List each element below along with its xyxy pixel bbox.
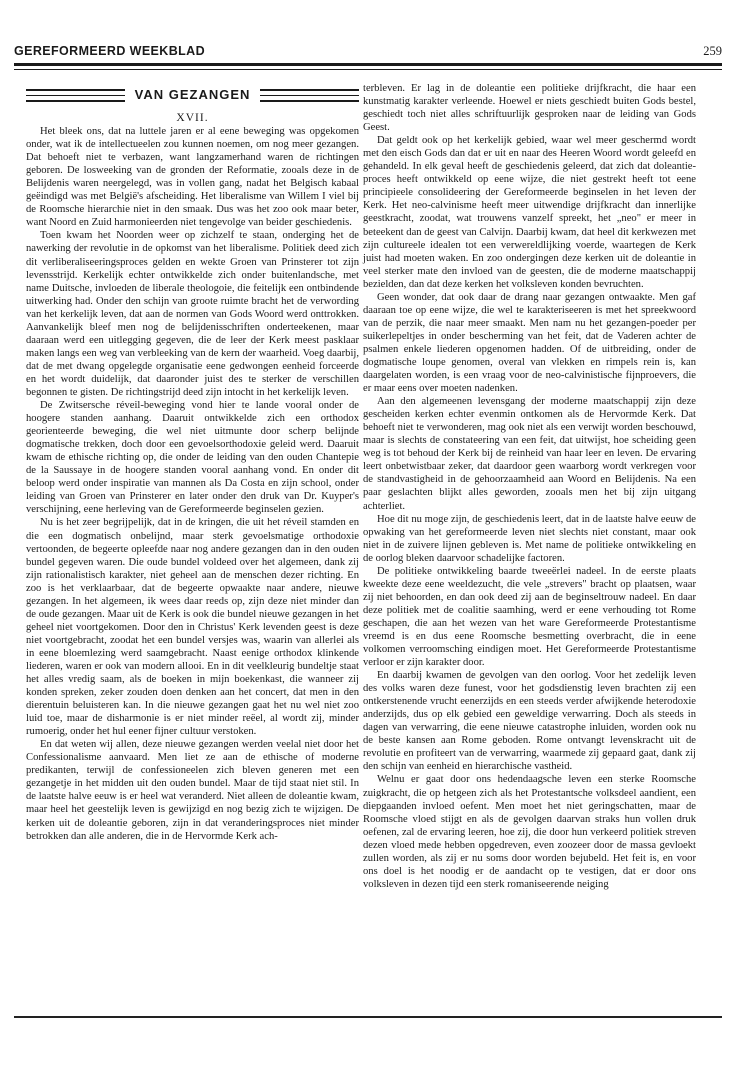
- paragraph: De politieke ontwikkeling baarde tweeërlei nadeel. In de eerste plaats kweekte deze eene weeldezucht, die vele „strevers" bracht op plaatsen, waar zij niet behoorden, en dan ook deed zij aan de beginseltrouw nadeel. En daar deze politiek met de coalitie saamhing, werd er eene verhouding tot Rome geschapen, die aan het wezen van het ware Gereformeerde Protestantisme vreemd is en dus eene Roomsche besmetting overbracht, die in eene volkomen verroomsching eindigen moet. Het Gereformeerde Protestantisme verloor er zijn karakter door.: [363, 565, 696, 669]
- paragraph: Het bleek ons, dat na luttele jaren er al eene beweging was opgekomen onder, wat ik de intellectueelen zou kunnen noemen, om nog meer gezangen. Dat behoeft niet te verbazen, want langzamerhand waren de richtingen geboren. De losweeking van de gronden der Reformatie, zooals deze in de Belijdenis waren neergelegd, was in vollen gang, nadat het Belgisch kabaal geëindigd was met België's afscheiding. Het liberalisme van Willem I viel bij de Roomsche hierarchie niet in den smaak. Dus was het zoo ook maar beter, want Noord en Zuid harmonieerden niet tengevolge van beider geschiedenis.: [26, 126, 359, 229]
- paragraph: En daarbij kwamen de gevolgen van den oorlog. Voor het zedelijk leven des volks waren deze funest, voor het godsdienstig leven brachten zij een ontkerstenende vrucht eenerzijds en een steeds verder afwijkende heterodoxie anderzijds, dus op elk gebied een geweldige verwarring. Doch als steeds in dagen van verwarring, die eene nieuwe catastrophe inluiden, worden ook nu de beste kansen aan Rome geboden. Rome ontvangt levenskracht uit de revolutie en profiteert van de verwarring, waarmede zij gepaard gaat, dank zij den schijn van eenheid en hierarchische vastheid.: [363, 670, 696, 773]
- heading-ornament-right: [260, 89, 359, 102]
- paragraph: Toen kwam het Noorden weer op zichzelf te staan, onderging het de nawerking der revolutie in de opkomst van het liberalisme. Politiek deed zich dit verliberaliseeringsproces gelden en wekte Groen van Prinsterer tot zijn levensstrijd. Kerkelijk echter ontwikkelde zich onder buitenlandsche, met name Duitsche, invloeden de liberale theologoie, die feitelijk een ontbindende uitwerking had. Onder den schijn van groote ruimte bracht het de verwording van het kerkelijk leven, dat aan de normen van Gods Woord werd onttrokken. Aanvankelijk bleef men nog de belijdenisschriften onderteekenen, maar daaraan werd een uitlegging gegeven, die de leer der Kerk meest pasklaar maken langs een weg van verbleeking van de kern der waarheid. Voeg daarbij, dat de met dwang opgelegde organisatie eene gedwongen eenheid forceerde en het wordt duidelijk, dat daaronder juist des te sterker de verschillen begonnen te gisten. De richtingstrijd deed zijn intocht in het kerkelijk leven.: [26, 230, 359, 398]
- header-rule-thin: [14, 69, 722, 70]
- publication-title: GEREFORMEERD WEEKBLAD: [14, 44, 206, 58]
- paragraph: Geen wonder, dat ook daar de drang naar gezangen ontwaakte. Men gaf daaraan toe op eene wijze, die wel te karakteriseeren is met het spreekwoord van de perzik, die naar meer smaakt. Men nam nu het gezangen-poeder per suikerlepeltjes in onder bescherming van het feit, dat de Vaderen achter de psalmen enkele liederen opgenomen hadden. Of de uitbreiding, onder de dogmatische loupe genomen, overal van vlekken en rimpels rein is, kan daargelaten worden, is een vraag voor de neo-calvinistische fijnproevers, die er maar eens over moeten nadenken.: [363, 291, 696, 395]
- paragraph: Hoe dit nu moge zijn, de geschiedenis leert, dat in de laatste halve eeuw de opwaking van het gereformeerde leven niet slechts niet constant, maar ook niet in de zuivere lijnen gebleven is. Met name de politieke ontwikkeling en de oorlog bleken daarvoor schadelijke factoren.: [363, 513, 696, 564]
- paragraph: Dat geldt ook op het kerkelijk gebied, waar wel meer geschermd wordt met den eisch Gods dan dat er uit en naar des Heeren Woord wordt geleefd en gehandeld. In elk geval heeft de geschiedenis geleerd, dat zich dat doleantie-proces heeft ontwikkeld op eene wijze, die niet gestrekt heeft tot eene principieele consolideering der Gereformeerde beginselen in het leven der Kerk. Het neo-calvinisme heeft meer uitwendige drijfkracht dan innerlijke geestkracht, zoodat, wat trouwens vanzelf spreekt, het „neo" er meer in beteekent dan de geest van Calvijn. Daarbij kwam, dat heel dit kerkwezen met zijn cultureele idealen tot een verwereldlijking voerde, waartegen de Kerk juist had moeten waken. En zoo ondergingen deze kerken uit de doleantie in veel sterker mate den invloed van de geesten, die de moderne maatschappij bezielden, dan dat deze kerken het volksleven konden bevruchten.: [363, 135, 696, 290]
- header-rule-thick: [14, 63, 722, 66]
- heading-ornament-left: [26, 89, 125, 102]
- left-column: [26, 82, 359, 843]
- article-heading: [26, 84, 359, 106]
- footer-rule: [14, 1016, 722, 1018]
- paragraph: Aan den algemeenen levensgang der moderne maatschappij zijn deze gescheiden kerken echter evenmin ontkomen als de Hervormde Kerk. Dat behoeft niet te verwonderen, mag ook niet als een verwijt worden beschouwd, maar is slechts de constateering van een feit, dat uitwijst, hoe scheiding geen weg is tot behoud der Kerk bij de reinheid van haar leer en leven. De ervaring leert onbetwistbaar zeker, dat daardoor geen waarborg wordt verkregen voor de standvastigheid in de gehoorzaamheid aan Woord en Belijdenis. Na een paar geslachten blijkt alles geworden, zooals men het bij zijn uitgang achterliet.: [363, 396, 696, 512]
- paragraph: En dat weten wij allen, deze nieuwe gezangen werden veelal niet door het Confessionalisme aanvaard. Men liet ze aan de ethische of moderne predikanten, terwijl de confessioneelen zich bleven generen met een gezangetje in het midden uit den ouden bundel. Maar de tijd staat niet stil. In de laatste halve eeuw is er heel wat veranderd. Niet alleen de doleantie kwam, maar heel het geestelijk leven is gewijzigd en nog bezig zich te wijzigen. De kerken uit de doleantie geboren, zijn in dat veranderingsproces niet minder betrokken dan alle anderen, die in de Hervormde Kerk ach-: [26, 739, 359, 842]
- section-number: XVII.: [176, 112, 209, 124]
- paragraph-continuation: terbleven. Er lag in de doleantie een politieke drijfkracht, die haar een kunstmatig karakter verleende. Hoewel er niets geschiedt buiten Gods bestel, geschiedt toch niet alles schriftuurlijk gesproken naar de leiding van Gods Geest.: [363, 83, 696, 134]
- paragraph: De Zwitsersche réveil-beweging vond hier te lande vooral onder de hoogere standen aanhang. Daaruit ontwikkelde zich een orthodox georienteerde beweging, die wel niet uitmunte door scherp belijnde dogmatische trekken, doch door een gevoelsorthodoxie geleid werd. Daaruit kwam de ethische richting op, die onder de leiding van den ouden Chantepie de la Saussaye in de hoogere standen vooral aanhang vond. En onder dit beloop werd onder inspiratie van mannen als Da Costa en zijn school, onder leiding van Groen van Prinsterer en later onder den druk van Dr. Kuyper's verschijning, eene herleving van de Gereformeerde beginselen gezien.: [26, 400, 359, 516]
- paragraph: Welnu er gaat door ons hedendaagsche leven een sterke Roomsche zuigkracht, die op hetgeen zich als het Protestantsche volksdeel aandient, een diepgaanden invloed oefent. Men moet het niet geringschatten, maar de Roomsche vloed stijgt en als de gevolgen daarvan straks hun vollen druk oefenen, zal de ervaring leeren, hoe zij, die door hun verkeerd politiek streven dezen vloed mede hebben opgedreven, even zoozeer door de massa gevloekt zullen worden, als zij er nu soms door worden bejubeld. Het feit is, en voor ons doel is het noodig er de aandacht op te vestigen, dat er door ons volksleven in dezen tijd een sterk romaniseerende neiging: [363, 774, 696, 890]
- right-column: [363, 82, 696, 891]
- running-header: [14, 44, 722, 60]
- paragraph: Nu is het zeer begrijpelijk, dat in de kringen, die uit het réveil stamden en die een dogmatisch onbelijnd, maar sterk gevoelsmatige orthodoxie vertoonden, de begeerte opleefde naar nog andere gezangen dan in den ouden bundel gegeven waren. Die oude bundel voldeed over het algemeen, dank zij zijn rationalistisch karakter, niet geheel aan de menschen dezer richting. En zoo is het verklaarbaar, dat de begeerte opwaakte naar andere, nieuwe gezangen. In het algemeen, ik wees daar reeds op, zijn deze niet minder dan de oude gezangen. Maar uit de Kerk is ook die bundel nieuwe gezangen in het geheel niet voortgekomen. Door den in Christus' Kerk levenden geest is deze niet voortgebracht, zoodat het een bundel versjes was, waarin van allerlei als in eene bloemlezing werd saamgebracht. Naast eenige orthodox klinkende liederen, waren er ook van modern allooi. En in dit veelkleurig bundeltje staat het alles vredig saam, als de boeken in mijn boekenkast, die wanneer zij konden spreken, zeker zouden doen denken aan het concert, dat men in den dierentuin beluisteren kan. In die nieuwe gezangen gaat het nu wel niet zoo luid toe, maar de disharmonie is er niet minder reëel, al wordt zij, minder rumoerig, onder het hul eener fijner cultuur verstoken.: [26, 517, 359, 738]
- article-title: VAN GEZANGEN: [134, 87, 251, 103]
- page-number: 259: [703, 44, 722, 58]
